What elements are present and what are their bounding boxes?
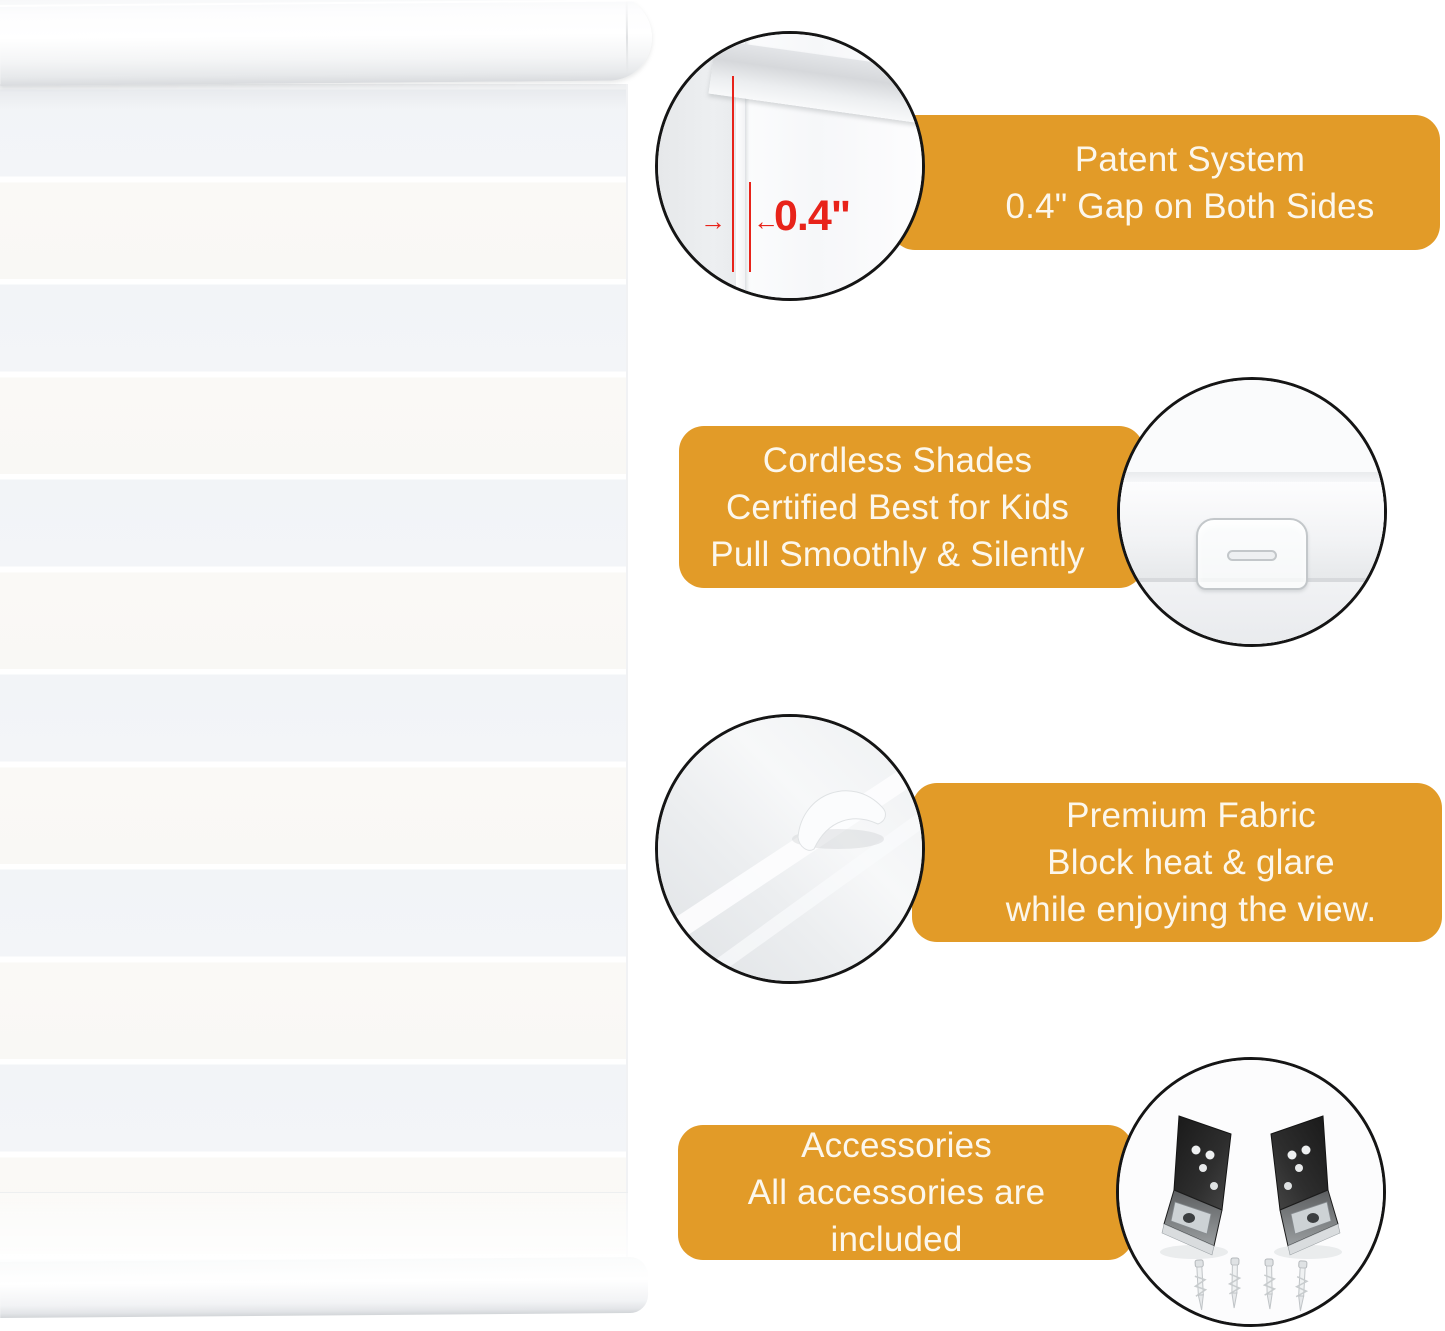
banner-accessories [678, 1125, 1133, 1260]
banner-line: Pull Smoothly & Silently [710, 534, 1085, 574]
detail-circle-pull-handle [1117, 377, 1387, 647]
arrow-right-icon: → [700, 206, 726, 236]
banner-line: Cordless Shades [762, 440, 1033, 480]
detail-circle-fabric-closeup [655, 714, 925, 984]
measure-line [749, 182, 751, 272]
fabric-curl-image [658, 717, 922, 981]
banner-line: Premium Fabric [1066, 796, 1316, 835]
banner-line: Certified Best for Kids [725, 487, 1070, 527]
measure-line [732, 76, 734, 272]
banner-line: Block heat & glare [1047, 843, 1335, 882]
shade-fabric [0, 84, 628, 1266]
banner-patent-system [890, 115, 1440, 250]
banner-line: Patent System [1074, 139, 1306, 179]
banner-line: 0.4" Gap on Both Sides [1005, 186, 1375, 226]
banner-cordless-shades [679, 426, 1144, 588]
shade-bottom-rail [0, 1257, 648, 1318]
banner-line: Accessories [801, 1126, 992, 1165]
banner-line: All accessories are included [747, 1173, 1046, 1259]
gap-measurement-label: 0.4" [774, 192, 851, 240]
detail-circle-gap-closeup [655, 31, 925, 301]
handle-slot [1227, 550, 1277, 561]
detail-circle-accessories [1116, 1057, 1386, 1327]
accessories-image [1119, 1060, 1383, 1324]
shade-header-rail [0, 0, 652, 86]
banner-premium-fabric [912, 783, 1442, 942]
arrow-left-icon: ← [753, 206, 779, 236]
shade-fabric-bottom-sheen [0, 1192, 628, 1264]
area-below-rail [1120, 582, 1384, 644]
clear-pull-handle [1196, 518, 1308, 590]
banner-line: while enjoying the view. [1005, 890, 1377, 929]
rail-seam [1120, 472, 1384, 482]
